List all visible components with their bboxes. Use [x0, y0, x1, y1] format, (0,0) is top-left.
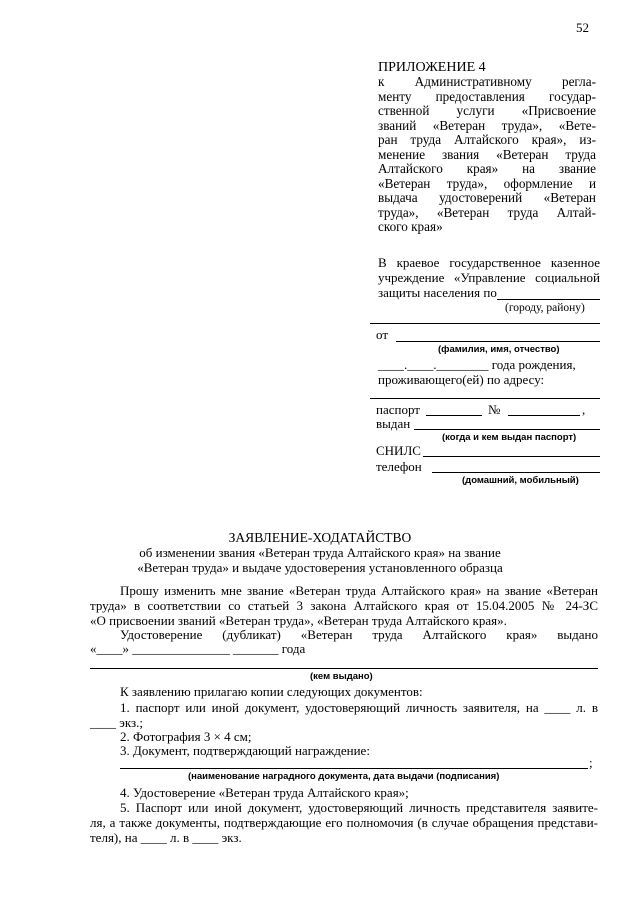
addressee-line: В краевое государственное казенное	[378, 255, 600, 270]
statement-subtitle: об изменении звания «Ветеран труда Алтайского края» на звание	[139, 545, 501, 560]
attachment-item: 1. паспорт или иной документ, удостоверяющий личность заявителя, на ____ л. в	[120, 700, 598, 715]
issued-by-hint: (кем выдано)	[310, 671, 373, 682]
passport-number-label: №	[488, 402, 501, 417]
phone-label: телефон	[376, 459, 422, 474]
appendix-line: к Административному регла-	[378, 74, 596, 89]
appendix-line: званий «Ветеран труда», «Вете-	[378, 117, 596, 133]
passport-number-field[interactable]	[508, 415, 580, 416]
appendix-line: ран труда Алтайского края», из-	[378, 132, 596, 147]
issued-field[interactable]	[414, 429, 600, 430]
snils-field[interactable]	[423, 456, 600, 457]
phone-hint: (домашний, мобильный)	[462, 475, 579, 486]
appendix-line: Алтайского края» на звание	[378, 161, 596, 176]
attachment-item: ____ экз.;	[90, 715, 143, 730]
appendix-line: менение звания «Ветеран труда	[378, 146, 596, 162]
statement-subtitle: «Ветеран труда» и выдаче удостоверения установленного образца	[137, 560, 503, 575]
certificate-date-field[interactable]: «____» _______________ _______ года	[90, 641, 306, 656]
attachment-item: ля, а также документы, подтверждающие его полномочия (в случае обращения представи-	[90, 815, 598, 830]
address-field[interactable]	[370, 398, 600, 399]
city-hint: (городу, району)	[505, 302, 585, 314]
appendix-line: «Ветеран труда», оформление и	[378, 175, 596, 191]
residing-label: проживающего(ей) по адресу:	[378, 372, 545, 387]
page-number: 52	[576, 20, 589, 35]
certificate-line: Удостоверение (дубликат) «Ветеран труда Алтайского края» выдано	[120, 627, 598, 642]
body-paragraph-line: Прошу изменить мне звание «Ветеран труда Алтайского края» на звание «Ветеран	[120, 583, 598, 598]
appendix-line: ственной услуги «Присвоение	[378, 103, 596, 118]
issued-by-field[interactable]	[90, 668, 598, 669]
statement-title: ЗАЯВЛЕНИЕ-ХОДАТАЙСТВО	[228, 530, 412, 545]
city-field-line2[interactable]	[370, 323, 600, 324]
birth-year-field[interactable]: ____.____.________ года рождения,	[378, 357, 576, 372]
phone-field[interactable]	[432, 472, 600, 473]
from-label: от	[376, 327, 389, 342]
appendix-line: выдача удостоверений «Ветеран	[378, 190, 596, 205]
full-name-field[interactable]	[396, 341, 600, 342]
addressee-line: защиты населения по	[378, 285, 497, 300]
passport-series-field[interactable]	[426, 415, 482, 416]
appendix-line: ского края»	[378, 219, 443, 234]
snils-label: СНИЛС	[376, 443, 421, 458]
appendix-line: менту предоставления государ-	[378, 88, 596, 104]
appendix-title: ПРИЛОЖЕНИЕ 4	[378, 60, 486, 75]
body-paragraph-line: «О присвоении званий «Ветеран труда», «Ветеран труда Алтайского края».	[90, 613, 507, 628]
attachments-intro: К заявлению прилагаю копии следующих документов:	[120, 684, 423, 699]
attachment-item: теля), на ____ л. в ____ экз.	[90, 830, 242, 845]
comma: ,	[582, 402, 586, 417]
award-document-hint: (наименование наградного документа, дата выдачи (подписания)	[188, 771, 500, 782]
attachment-item: 2. Фотография 3 × 4 см;	[120, 729, 252, 744]
full-name-hint: (фамилия, имя, отчество)	[438, 344, 560, 355]
attachment-item: 5. Паспорт или иной документ, удостоверяющий личность представителя заявите-	[120, 800, 598, 815]
issued-hint: (когда и кем выдан паспорт)	[442, 432, 577, 443]
passport-label: паспорт	[376, 402, 420, 417]
attachment-item: 4. Удостоверение «Ветеран труда Алтайского края»;	[120, 785, 409, 800]
attachment-item: 3. Документ, подтверждающий награждение:	[120, 743, 370, 758]
appendix-line: труда», «Ветеран труда Алтай-	[378, 204, 596, 220]
addressee-line: учреждение «Управление социальной	[378, 270, 600, 285]
award-document-field[interactable]	[120, 768, 588, 769]
issued-label: выдан	[376, 416, 411, 431]
item3-end: ;	[589, 755, 593, 770]
body-paragraph-line: труда» в соответствии со статьей 3 закона Алтайского края от 15.04.2005 № 24-ЗС	[90, 598, 598, 613]
